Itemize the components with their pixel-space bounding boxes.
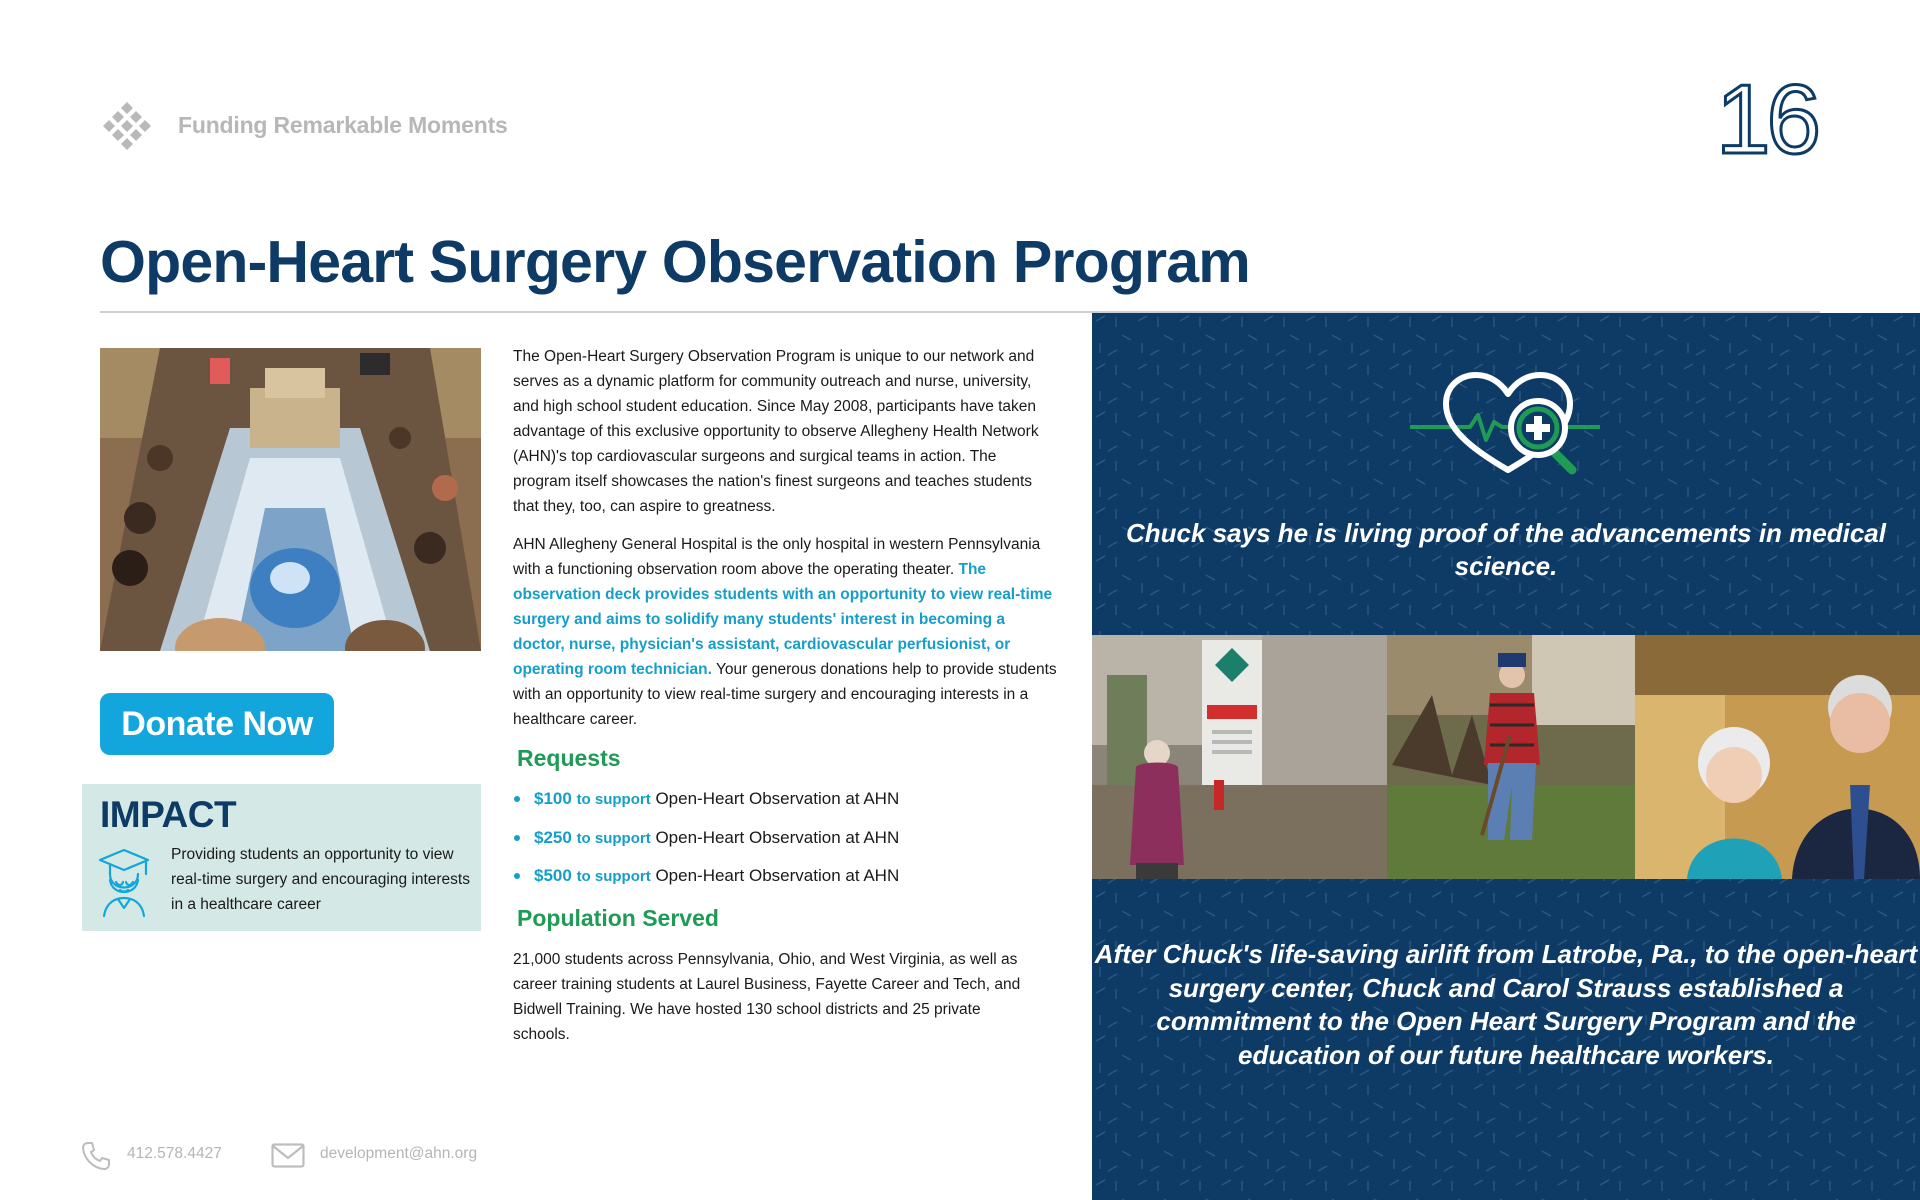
heart-search-icon [1410,370,1605,478]
population-heading: Population Served [517,905,719,931]
request-to: to support [576,829,651,847]
impact-text: Providing students an opportunity to view real-time surgery and encouraging interests in a healthcare career [171,846,470,913]
observation-room-photo [100,348,481,651]
impact-box [82,784,481,931]
phone-number[interactable]: 412.578.4427 [127,1145,222,1162]
hospital-paragraph [513,532,1058,732]
chuck-carol-photos [1092,635,1920,879]
requests-list [514,787,899,903]
graduate-icon [98,846,150,918]
donate-now-button[interactable]: Donate Now [100,693,334,755]
intro-paragraph: The Open-Heart Surgery Observation Program is unique to our network and serves as a dynamic platform for community outreach and nurse, university, and high school student education. Since May 2008, participants have taken advantage of this exclusive opportunity to observe Allegheny Health Network (AHN)'s top cardiovascular surgeons and surgical teams in action. The program itself showcases the nation's finest surgeons and teaches students that they, too, can aspire to greatness. [513,348,1039,515]
request-text: Open-Heart Observation at AHN [655,789,900,808]
request-item [514,864,899,903]
hospital-paragraph-start: AHN Allegheny General Hospital is the only hospital in western Pennsylvania with a functioning observation room above the operating theater. [513,536,1041,578]
request-amount: $100 [534,789,572,808]
requests-heading: Requests [517,745,621,771]
request-item [514,787,899,826]
impact-title: IMPACT [100,794,237,835]
request-item [514,826,899,865]
request-amount: $500 [534,866,572,885]
page-title: Open-Heart Surgery Observation Program [100,229,1250,295]
request-amount: $250 [534,827,572,847]
mail-icon [271,1143,305,1168]
email-address[interactable]: development@ahn.org [320,1145,478,1162]
request-to: to support [576,791,651,808]
brand-name: Funding Remarkable Moments [178,112,508,138]
request-text: Open-Heart Observation at AHN [655,866,900,885]
logo-icon [100,100,154,154]
quote-living-proof: Chuck says he is living proof of the advancements in medical science. [1126,518,1886,581]
quote-commitment: After Chuck's life-saving airlift from Latrobe, Pa., to the open-heart surgery center, Chuck and Carol Strauss established a commitment to the Open Heart Surgery Program and the education of our future healthcare workers. [1094,939,1918,1070]
hospital-paragraph-end: Your generous donations help to provide students with an opportunity to view real-time surgery and encouraging interests in a healthcare career. [513,661,1057,728]
phone-icon [80,1140,112,1172]
observation-deck-highlight: The observation deck provides students with an opportunity to view real-time surgery and aims to solidify many students' interest in becoming a doctor, nurse, physician's assistant, cardiovascular perfusionist, or operating room technician. [513,561,1053,678]
page-number: 16 [1715,64,1817,174]
request-text: Open-Heart Observation at AHN [655,827,900,847]
request-to: to support [576,868,651,885]
population-text: 21,000 students across Pennsylvania, Ohio, and West Virginia, as well as career training students at Laurel Business, Fayette Career and Tech, and Bidwell Training. We have hosted 130 school districts and 25 private schools. [513,951,1021,1043]
